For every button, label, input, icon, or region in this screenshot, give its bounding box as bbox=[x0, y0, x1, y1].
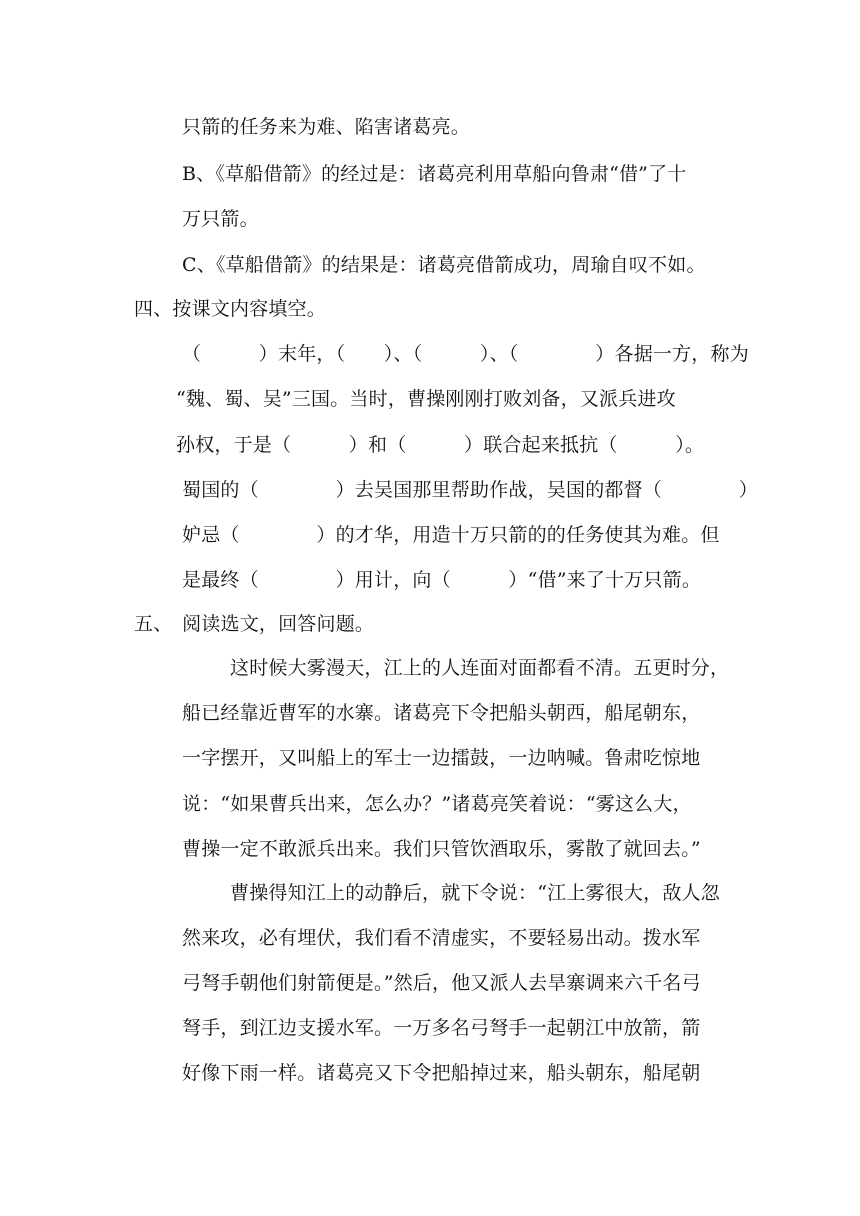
passage-p2-line-3: 弓弩手朝他们射箭便是。”然后，他又派人去旱寨调来六千名弓 bbox=[182, 972, 701, 994]
passage-p1-line-4: 说：“如果曹兵出来，怎么办？”诸葛亮笑着说：“雾这么大， bbox=[182, 793, 692, 815]
fill-blank-line-2: “魏、蜀、吴”三国。当时，曹操刚刚打败刘备，又派兵进攻 bbox=[176, 388, 676, 410]
passage-p1-line-2: 船已经靠近曹军的水寨。诸葛亮下令把船头朝西，船尾朝东， bbox=[182, 702, 701, 724]
fill-blank-line-3: 孙权，于是（ ）和（ ）联合起来抵抗（ ）。 bbox=[176, 434, 705, 456]
option-b-line-1: B、《草船借箭》的经过是：诸葛亮利用草船向鲁肃“借”了十 bbox=[182, 163, 687, 185]
option-a-continuation: 只箭的任务来为难、陷害诸葛亮。 bbox=[182, 116, 471, 138]
section-5-heading: 五、 阅读选文，回答问题。 bbox=[134, 613, 375, 635]
fill-blank-line-4: 蜀国的（ ）去吴国那里帮助作战，吴国的都督（ ） bbox=[182, 479, 759, 501]
passage-p2-line-4: 弩手，到江边支援水军。一万多名弓弩手一起朝江中放箭，箭 bbox=[182, 1017, 701, 1039]
option-c: C、《草船借箭》的结果是：诸葛亮借箭成功，周瑜自叹不如。 bbox=[182, 254, 706, 276]
fill-blank-line-1: （ ）末年，（ ）、（ ）、（ ）各据一方，称为 bbox=[182, 343, 749, 365]
fill-blank-line-6: 是最终（ ）用计，向（ ）“借”来了十万只箭。 bbox=[182, 569, 702, 591]
fill-blank-line-5: 妒忌（ ）的才华，用造十万只箭的的任务使其为难。但 bbox=[182, 524, 720, 546]
option-b-line-2: 万只箭。 bbox=[182, 208, 259, 230]
passage-p2-line-1: 曹操得知江上的动静后，就下令说：“江上雾很大，敌人忽 bbox=[230, 882, 720, 904]
passage-p1-line-5: 曹操一定不敢派兵出来。我们只管饮酒取乐，雾散了就回去。” bbox=[182, 838, 701, 860]
section-4-heading: 四、按课文内容填空。 bbox=[134, 298, 327, 320]
passage-p2-line-2: 然来攻，必有埋伏，我们看不清虚实，不要轻易出动。拨水军 bbox=[182, 927, 701, 949]
passage-p1-line-3: 一字摆开，又叫船上的军士一边擂鼓，一边呐喊。鲁肃吃惊地 bbox=[182, 747, 701, 769]
passage-p1-line-1: 这时候大雾漫天，江上的人连面对面都看不清。五更时分， bbox=[230, 657, 730, 679]
passage-p2-line-5: 好像下雨一样。诸葛亮又下令把船掉过来，船头朝东，船尾朝 bbox=[182, 1062, 701, 1084]
